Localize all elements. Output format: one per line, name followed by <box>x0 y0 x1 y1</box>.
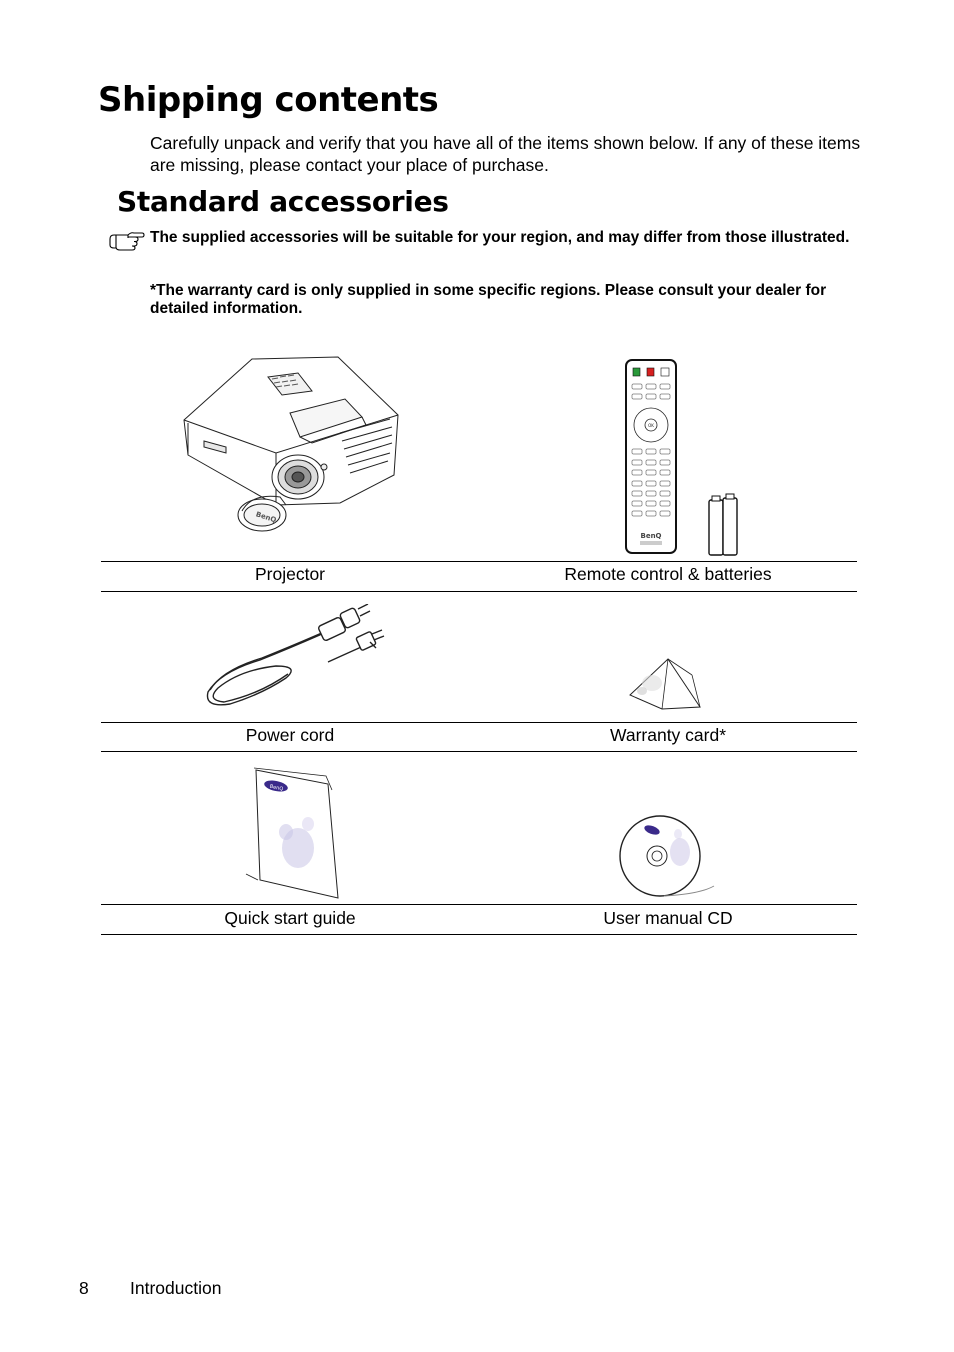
item-label-quick-start-guide: Quick start guide <box>224 908 356 928</box>
section-title: Standard accessories <box>117 185 449 218</box>
footer-section: Introduction <box>130 1278 222 1298</box>
page-number: 8 <box>79 1278 89 1298</box>
table-rule <box>101 561 857 562</box>
item-label-warranty-card: Warranty card* <box>609 725 727 745</box>
remote-ok-label: OK <box>648 423 654 428</box>
power-cord-illustration <box>200 604 392 712</box>
table-rule <box>101 904 857 905</box>
table-rule <box>101 751 857 752</box>
pointing-hand-icon <box>108 230 146 252</box>
intro-paragraph: Carefully unpack and verify that you have all of the items shown below. If any of these items are missing, please contact your place of purchase. <box>150 133 861 175</box>
table-rule <box>101 722 857 723</box>
remote-logo: BenQ <box>640 532 662 540</box>
item-label-user-manual-cd: User manual CD <box>603 908 733 928</box>
warranty-card-illustration <box>628 655 704 713</box>
item-label-remote: Remote control & batteries <box>564 564 772 584</box>
item-label-power-cord: Power cord <box>245 725 335 745</box>
page-title: Shipping contents <box>98 80 439 120</box>
cd-illustration <box>616 812 720 898</box>
table-rule <box>101 591 857 592</box>
remote-and-batteries-illustration <box>620 357 745 557</box>
guide-logo: BenQ <box>269 783 284 793</box>
note-regional: The supplied accessories will be suitable for your region, and may differ from those illustrated. <box>150 229 850 246</box>
quick-start-guide-illustration <box>242 762 342 900</box>
table-rule <box>101 934 857 935</box>
projector-illustration <box>180 355 402 533</box>
projector-lens-cap-logo: BenQ <box>254 510 278 525</box>
note-warranty: *The warranty card is only supplied in some specific regions. Please consult your dealer for detailed information. <box>150 282 827 317</box>
item-label-projector: Projector <box>254 564 326 584</box>
